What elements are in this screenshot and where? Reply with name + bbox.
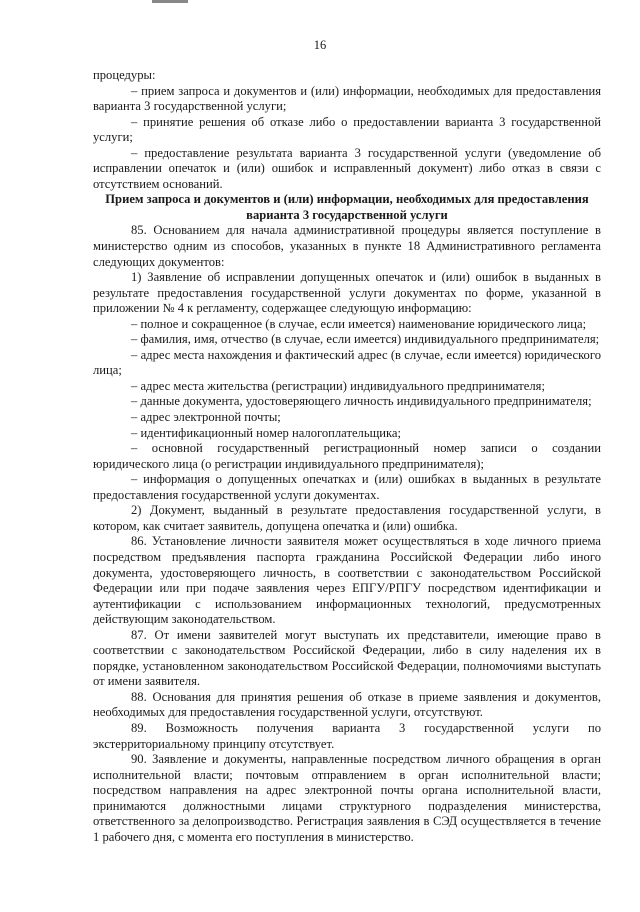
list-item: – основной государственный регистрационный номер записи о создании юридического лица (о регистрации индивидуального предпринимателя); bbox=[93, 441, 601, 471]
page-number: 16 bbox=[313, 38, 327, 52]
paragraph: 89. Возможность получения варианта 3 государственной услуги по экстерриториальному принципу отсутствует. bbox=[93, 720, 601, 751]
paragraph: – прием запроса и документов и (или) информации, необходимых для предоставления варианта 3 государственной услуги; bbox=[93, 83, 601, 114]
list-item: – адрес места жительства (регистрации) индивидуального предпринимателя; bbox=[131, 378, 545, 393]
paragraph: 86. Установление личности заявителя может осуществляться в ходе личного приема посредством предъявления паспорта гражданина Российской Федерации либо иного документа, удостоверяющего личность, в соответствии с законодательством Российской Федерации или при подаче заявления через ЕПГУ/РПГУ посредством идентификации и аутентификации с использованием информационных технологий, предусмотренных действующим законодательством. bbox=[93, 534, 601, 627]
list-item: – адрес электронной почты; bbox=[131, 410, 281, 425]
list-item: – адрес места нахождения и фактический адрес (в случае, если имеется) юридического лица; bbox=[93, 347, 601, 378]
paragraph: 2) Документ, выданный в результате предоставления государственной услуги, в котором, как считает заявитель, допущена опечатка и (или) ошибка. bbox=[93, 503, 601, 533]
scan-artifact bbox=[152, 0, 188, 3]
paragraph: – предоставление результата варианта 3 государственной услуги (уведомление об исправлении опечаток и (или) ошибок и исправленный документ) либо отказ в связи с отсутствием оснований. bbox=[93, 145, 601, 191]
list-item: – полное и сокращенное (в случае, если имеется) наименование юридического лица; bbox=[131, 316, 587, 331]
list-item: – данные документа, удостоверяющего личность индивидуального предпринимателя; bbox=[131, 394, 592, 409]
paragraph: 87. От имени заявителей могут выступать их представители, имеющие право в соответствии с законодательством Российской Федерации, либо в силу наделения их в порядке, установленном законодательством Российской Федерации, полномочиями выступать от имени заявителя. bbox=[93, 627, 601, 689]
list-item: – идентификационный номер налогоплательщика; bbox=[131, 425, 402, 440]
paragraph: 88. Основания для принятия решения об отказе в приеме заявления и документов, необходимых для предоставления государственной услуги, отсутствуют. bbox=[93, 689, 601, 720]
section-heading: Прием запроса и документов и (или) информации, необходимых для предоставления варианта 3 государственной услуги bbox=[105, 192, 589, 222]
paragraph: 1) Заявление об исправлении допущенных опечаток и (или) ошибок в выданных в результате предоставления государственной услуги документах по форме, указанной в приложении № 4 к регламенту, содержащее следующую информацию: bbox=[93, 270, 601, 316]
document-body bbox=[93, 68, 601, 845]
paragraph: процедуры: bbox=[93, 68, 156, 82]
list-item: – фамилия, имя, отчество (в случае, если имеется) индивидуального предпринимателя; bbox=[131, 332, 600, 347]
paragraph: – принятие решения об отказе либо о предоставлении варианта 3 государственной услуги; bbox=[93, 114, 601, 145]
paragraph: 90. Заявление и документы, направленные посредством личного обращения в орган исполнительной власти; почтовым отправлением в орган исполнительной власти; посредством направления на адрес электронной почты органа исполнительной власти, принимаются должностными лицами структурного подразделения министерства, ответственного за делопроизводство. Регистрация заявления в СЭД осуществляется в течение 1 рабочего дня, с момента его поступления в министерство. bbox=[93, 752, 601, 844]
list-item: – информация о допущенных опечатках и (или) ошибках в выданных в результате предоставления государственной услуги документах. bbox=[93, 472, 601, 502]
paragraph: 85. Основанием для начала административной процедуры является поступление в министерство одним из способов, указанных в пункте 18 Административного регламента следующих документов: bbox=[93, 223, 601, 269]
